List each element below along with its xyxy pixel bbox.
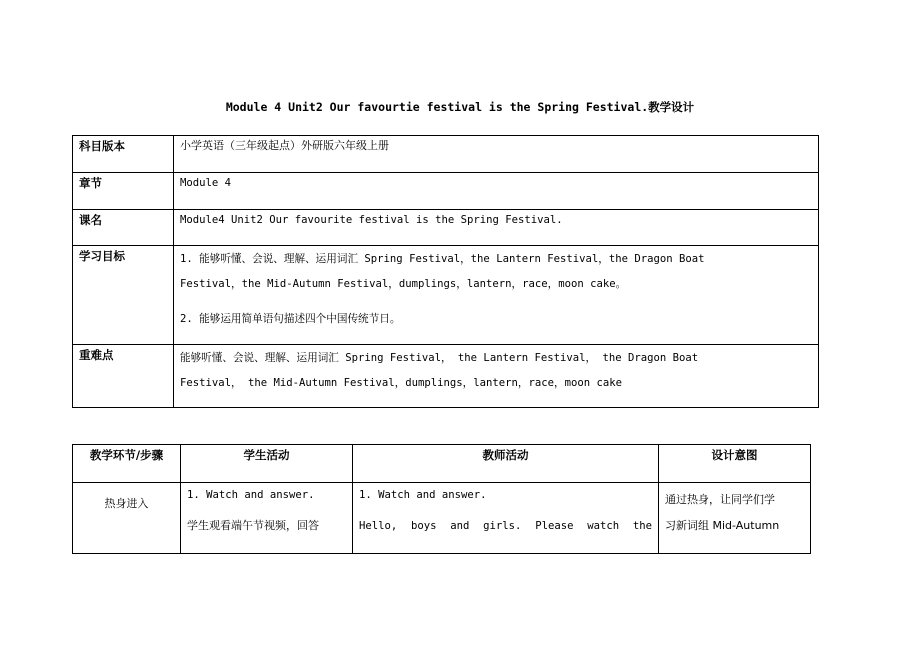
info-label-objectives: 学习目标 xyxy=(73,246,174,345)
info-value-line: 能够听懂、会说、理解、运用词汇 Spring Festival， the Lantern Festival， the Dragon Boat xyxy=(180,352,699,364)
teacher-activity-cell xyxy=(353,483,659,554)
step-name: 热身进入 xyxy=(73,483,181,554)
design-intent-line: 习新词组 Mid-Autumn xyxy=(665,519,780,532)
info-row-lesson xyxy=(73,210,819,246)
header-step: 教学环节/步骤 xyxy=(73,445,181,483)
steps-header-row xyxy=(73,445,811,483)
info-value-line: Festival， the Mid-Autumn Festival，dumplings，lantern，race，moon cake xyxy=(180,377,623,389)
student-activity-cell xyxy=(181,483,353,554)
info-value-line: Festival，the Mid-Autumn Festival，dumplings，lantern，race，moon cake。 xyxy=(180,278,627,290)
info-value-line: 2. 能够运用简单语句描述四个中国传统节日。 xyxy=(180,313,401,325)
teacher-activity-line: Hello, boys and girls. Please watch the xyxy=(359,520,652,532)
info-value-subject xyxy=(174,136,819,173)
student-activity-line: 学生观看端午节视频，回答 xyxy=(187,519,319,532)
course-info-table xyxy=(72,135,819,408)
info-value-line: Module4 Unit2 Our favourite festival is the Spring Festival. xyxy=(180,214,563,226)
header-teacher-activity: 教师活动 xyxy=(353,445,659,483)
info-row-chapter xyxy=(73,173,819,210)
info-value-objectives xyxy=(174,246,819,345)
info-label-chapter: 章节 xyxy=(73,173,174,210)
teacher-activity-line: 1. Watch and answer. xyxy=(359,489,487,501)
info-value-line: Module 4 xyxy=(180,177,232,189)
info-label-subject: 科目版本 xyxy=(73,136,174,173)
info-row-key-points xyxy=(73,345,819,408)
info-value-line: 1. 能够听懂、会说、理解、运用词汇 Spring Festival，the Lantern Festival，the Dragon Boat xyxy=(180,253,705,265)
info-row-subject xyxy=(73,136,819,173)
info-value-line: 小学英语（三年级起点）外研版六年级上册 xyxy=(180,139,389,152)
info-value-key-points xyxy=(174,345,819,408)
info-value-lesson xyxy=(174,210,819,246)
info-label-lesson: 课名 xyxy=(73,210,174,246)
steps-row-warmup xyxy=(73,483,811,554)
info-row-objectives xyxy=(73,246,819,345)
teaching-steps-table xyxy=(72,444,811,554)
header-design-intent: 设计意图 xyxy=(659,445,811,483)
document-title: Module 4 Unit2 Our favourtie festival is the Spring Festival.教学设计 xyxy=(225,100,695,114)
design-intent-cell xyxy=(659,483,811,554)
student-activity-line: 1. Watch and answer. xyxy=(187,489,315,501)
info-label-key-points: 重难点 xyxy=(73,345,174,408)
design-intent-line: 通过热身，让同学们学 xyxy=(665,493,775,506)
info-value-chapter xyxy=(174,173,819,210)
header-student-activity: 学生活动 xyxy=(181,445,353,483)
